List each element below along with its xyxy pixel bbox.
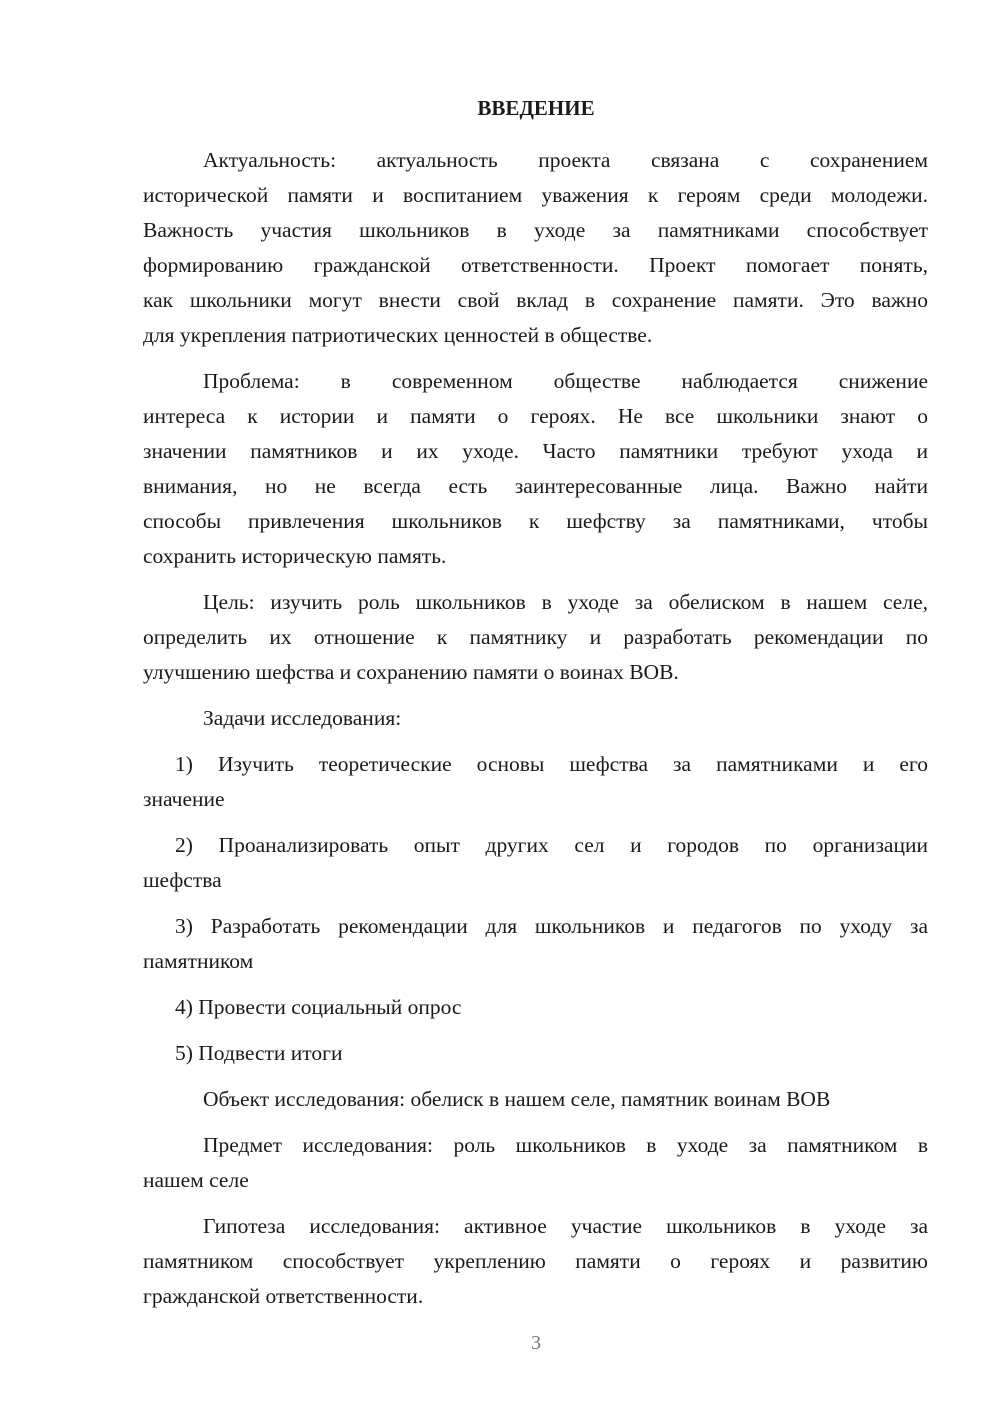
text-line: Цель: изучить роль школьников в уходе за обелиском в нашем селе, [203,590,928,614]
text-line: 3) Разработать рекомендации для школьников и педагогов по уходу за [175,914,928,938]
text-line: улучшению шефства и сохранению памяти о воинах ВОВ. [143,660,679,684]
paragraph [143,585,928,690]
text-line: внимания, но не всегда есть заинтересованные лица. Важно найти [143,474,928,498]
paragraph [143,990,928,1025]
text-line: сохранить историческую память. [143,544,447,568]
paragraph [143,364,928,574]
text-line: определить их отношение к памятнику и разработать рекомендации по [143,625,928,649]
text-line: 1) Изучить теоретические основы шефства за памятниками и его [175,752,928,776]
text-line: Важность участия школьников в уходе за памятниками способствует [143,218,928,242]
paragraph [143,747,928,817]
text-line: способы привлечения школьников к шефству за памятниками, чтобы [143,509,928,533]
section-title: ВВЕДЕНИЕ [477,96,595,120]
paragraph [143,1209,928,1314]
text-line: исторической памяти и воспитанием уважения к героям среди молодежи. [143,183,928,207]
paragraph [143,828,928,898]
document-body [143,143,928,1325]
text-line: нашем селе [143,1168,249,1192]
text-line: Актуальность: актуальность проекта связана с сохранением [203,148,928,172]
text-line: памятником способствует укреплению памяти о героях и развитию [143,1249,928,1273]
text-line: Проблема: в современном обществе наблюдается снижение [203,369,928,393]
paragraph [143,701,928,736]
text-line: Предмет исследования: роль школьников в уходе за памятником в [203,1133,928,1157]
text-line: гражданской ответственности. [143,1284,424,1308]
text-line: 4) Провести социальный опрос [175,995,462,1019]
text-line: шефства [143,868,222,892]
paragraph [143,143,928,353]
text-line: 2) Проанализировать опыт других сел и городов по организации [175,833,928,857]
paragraph [143,1082,928,1117]
text-line: Задачи исследования: [203,706,402,730]
page-number: 3 [531,1332,541,1354]
paragraph [143,909,928,979]
text-line: памятником [143,949,254,973]
text-line: 5) Подвести итоги [175,1041,343,1065]
text-line: Объект исследования: обелиск в нашем селе, памятник воинам ВОВ [203,1087,831,1111]
text-line: интереса к истории и памяти о героях. Не все школьники знают о [143,404,928,428]
text-line: значении памятников и их уходе. Часто памятники требуют ухода и [143,439,928,463]
paragraph [143,1036,928,1071]
text-line: Гипотеза исследования: активное участие школьников в уходе за [203,1214,928,1238]
text-line: значение [143,787,225,811]
text-line: как школьники могут внести свой вклад в сохранение памяти. Это важно [143,288,928,312]
paragraph [143,1128,928,1198]
text-line: формированию гражданской ответственности. Проект помогает понять, [143,253,928,277]
text-line: для укрепления патриотических ценностей в обществе. [143,323,653,347]
